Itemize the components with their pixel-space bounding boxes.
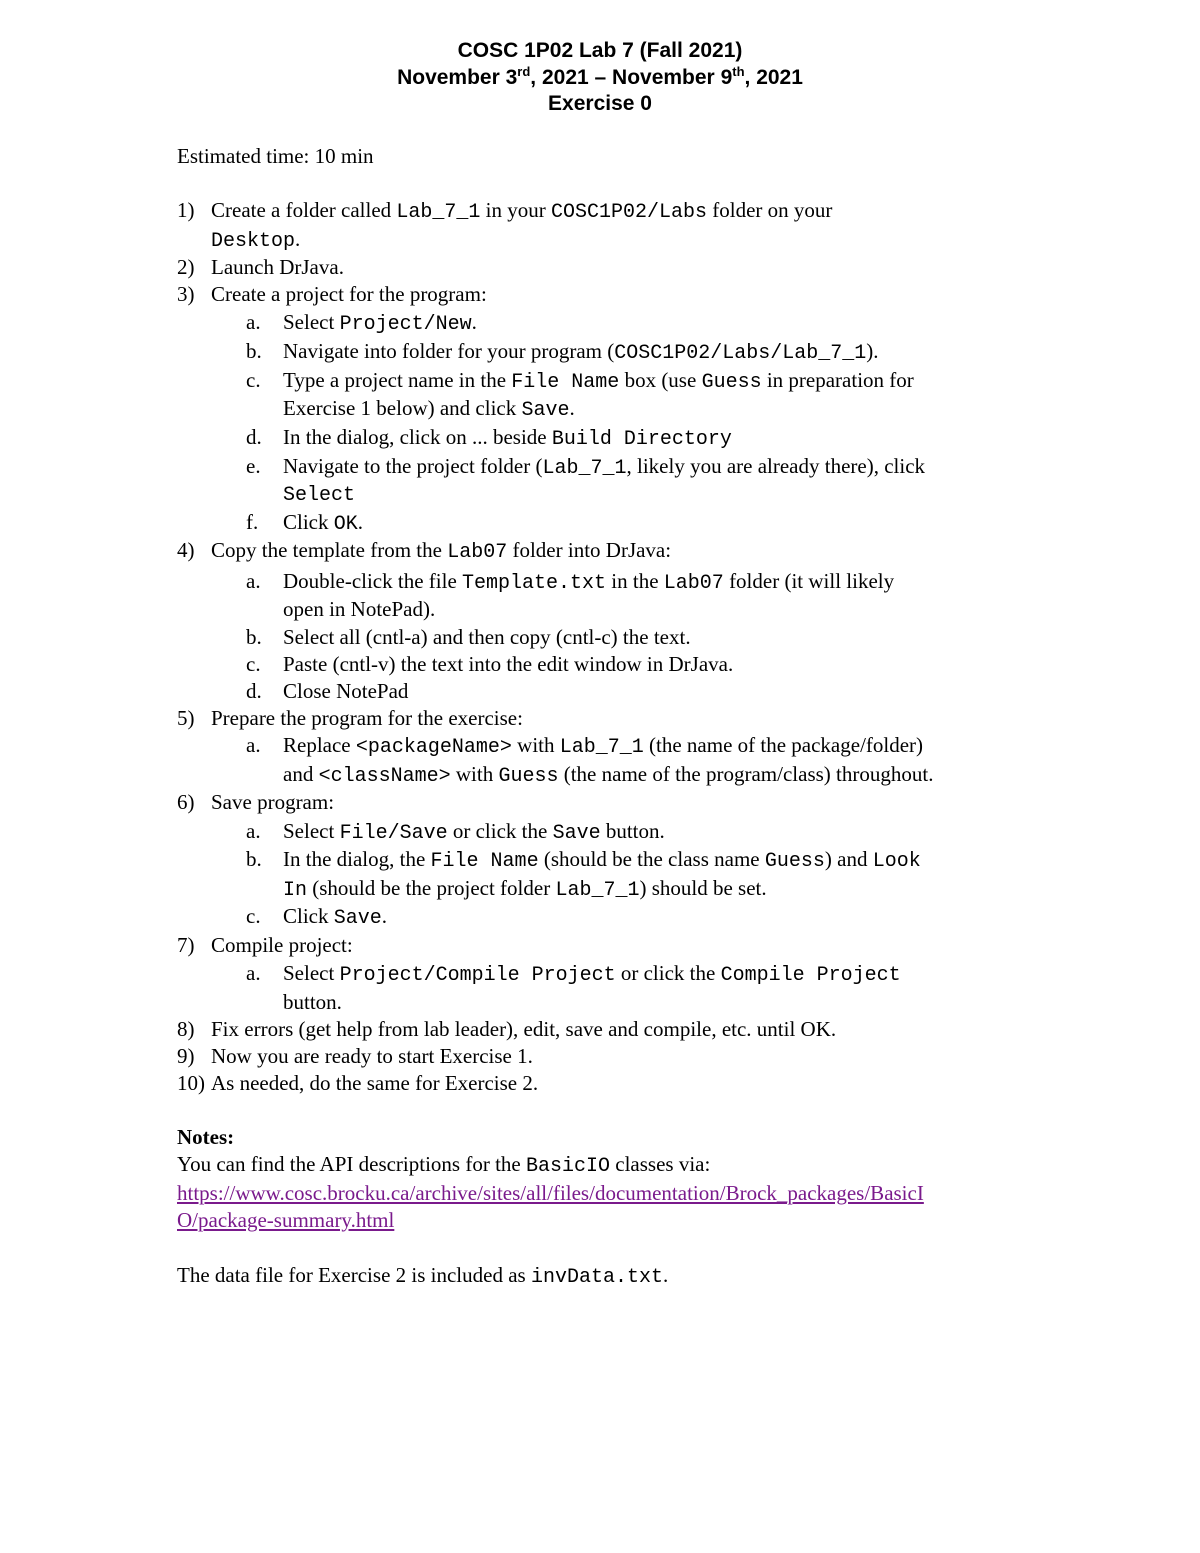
- substep-marker: a.: [246, 310, 261, 334]
- step-4-text: Copy the template from the Lab07 folder into DrJava:: [211, 538, 672, 564]
- step-4a-text-cont: open in NotePad).: [283, 597, 436, 621]
- step-4c-text: Paste (cntl-v) the text into the edit window in DrJava.: [283, 652, 734, 676]
- notes-data-file-text: The data file for Exercise 2 is included as invData.txt.: [177, 1263, 669, 1289]
- step-6b-text: In the dialog, the File Name (should be the class name Guess) and Look: [283, 847, 921, 873]
- substep-marker: c.: [246, 652, 261, 676]
- substep-marker: a.: [246, 961, 261, 985]
- step-number: 9): [177, 1044, 195, 1068]
- step-3e-text: Navigate to the project folder (Lab_7_1, likely you are already there), click: [283, 454, 926, 480]
- notes-api-text: You can find the API descriptions for the BasicIO classes via:: [177, 1152, 711, 1178]
- step-9-text: Now you are ready to start Exercise 1.: [211, 1044, 533, 1068]
- step-number: 2): [177, 255, 195, 279]
- step-7a-text: Select Project/Compile Project or click the Compile Project: [283, 961, 901, 987]
- step-1-text-cont: Desktop.: [211, 227, 301, 253]
- substep-marker: e.: [246, 454, 261, 478]
- substep-marker: f.: [246, 510, 259, 534]
- substep-marker: d.: [246, 679, 262, 703]
- step-4b-text: Select all (cntl-a) and then copy (cntl-c) the text.: [283, 625, 691, 649]
- step-number: 8): [177, 1017, 195, 1041]
- step-number: 6): [177, 790, 195, 814]
- step-3e-text-cont: Select: [283, 484, 356, 507]
- step-number: 1): [177, 198, 195, 222]
- substep-marker: a.: [246, 819, 261, 843]
- step-5a-text: Replace <packageName> with Lab_7_1 (the name of the package/folder): [283, 733, 924, 759]
- substep-marker: b.: [246, 339, 262, 363]
- step-6-text: Save program:: [211, 790, 335, 814]
- step-3-text: Create a project for the program:: [211, 282, 487, 306]
- step-number: 4): [177, 538, 195, 562]
- substep-marker: d.: [246, 425, 262, 449]
- step-6b-text-cont: In (should be the project folder Lab_7_1) should be set.: [283, 876, 767, 902]
- step-4a-text: Double-click the file Template.txt in the Lab07 folder (it will likely: [283, 569, 895, 595]
- substep-marker: b.: [246, 847, 262, 871]
- doc-dates: November 3rd, 2021 – November 9th, 2021: [397, 64, 803, 89]
- substep-marker: c.: [246, 904, 261, 928]
- doc-exercise: Exercise 0: [548, 92, 652, 115]
- step-5a-text-cont: and <className> with Guess (the name of the program/class) throughout.: [283, 762, 934, 788]
- substep-marker: a.: [246, 733, 261, 757]
- estimated-time: Estimated time: 10 min: [177, 144, 374, 168]
- step-2-text: Launch DrJava.: [211, 255, 344, 279]
- substep-marker: a.: [246, 569, 261, 593]
- step-number: 3): [177, 282, 195, 306]
- step-10-text: As needed, do the same for Exercise 2.: [211, 1071, 539, 1095]
- substep-marker: c.: [246, 368, 261, 392]
- step-number: 5): [177, 706, 195, 730]
- step-number: 10): [177, 1071, 205, 1095]
- doc-title: COSC 1P02 Lab 7 (Fall 2021): [457, 39, 743, 62]
- step-number: 7): [177, 933, 195, 957]
- step-1-text: Create a folder called Lab_7_1 in your COSC1P02/Labs folder on your: [211, 198, 833, 224]
- step-3b-text: Navigate into folder for your program (COSC1P02/Labs/Lab_7_1).: [283, 339, 879, 365]
- step-3d-text: In the dialog, click on ... beside Build Directory: [283, 425, 732, 451]
- step-3c-text: Type a project name in the File Name box (use Guess in preparation for: [283, 368, 914, 394]
- step-5-text: Prepare the program for the exercise:: [211, 706, 523, 730]
- api-docs-link[interactable]: https://www.cosc.brocku.ca/archive/sites/all/files/documentation/Brock_packages/BasicI: [177, 1181, 924, 1205]
- step-3a-text: Select Project/New.: [283, 310, 477, 336]
- step-6c-text: Click Save.: [283, 904, 388, 930]
- step-7-text: Compile project:: [211, 933, 353, 957]
- step-3f-text: Click OK.: [283, 510, 364, 536]
- step-8-text: Fix errors (get help from lab leader), edit, save and compile, etc. until OK.: [211, 1017, 837, 1041]
- substep-marker: b.: [246, 625, 262, 649]
- notes-heading: Notes:: [177, 1125, 235, 1149]
- api-docs-link-cont[interactable]: O/package-summary.html: [177, 1208, 395, 1232]
- step-3c-text-cont: Exercise 1 below) and click Save.: [283, 396, 575, 422]
- step-4d-text: Close NotePad: [283, 679, 409, 703]
- step-7a-text-cont: button.: [283, 990, 342, 1014]
- step-6a-text: Select File/Save or click the Save button.: [283, 819, 665, 845]
